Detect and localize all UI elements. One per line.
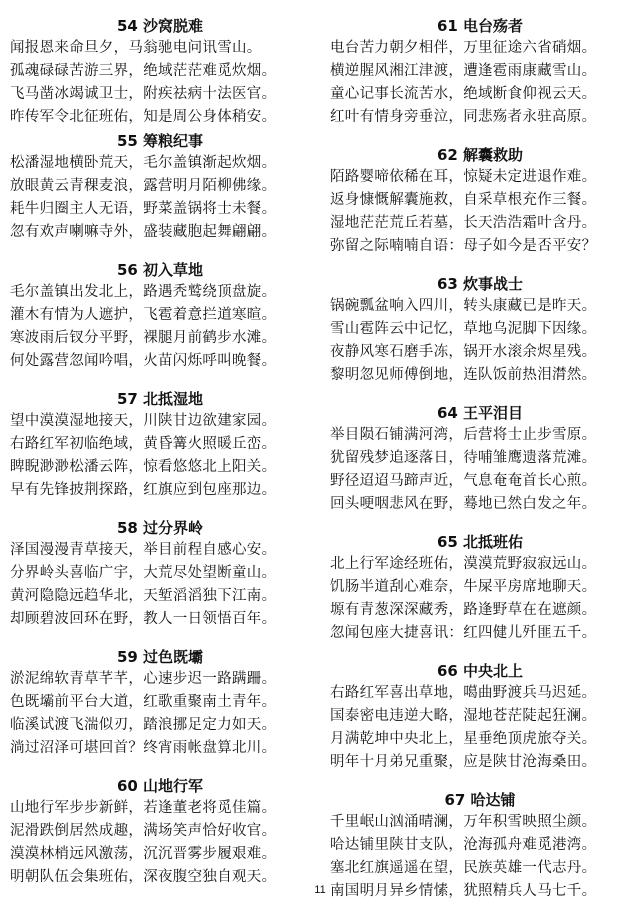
poem-line: 北上行军途经班佑，漠漠荒野寂寂远山。 xyxy=(330,556,597,572)
poem-57 xyxy=(10,389,310,502)
poem-line: 电台苦力朝夕相伴，万里征途六省硝烟。 xyxy=(330,40,597,56)
poem-line: 灌木有情为人遮护，飞雹着意拦道寒暄。 xyxy=(10,307,277,323)
poem-line: 耗牛归圈主人无语，野菜盖锅将士未餐。 xyxy=(10,201,277,217)
poem-line: 昨传军令北征班佑，知是周公身体稍安。 xyxy=(10,109,277,125)
poem-line: 分界岭头喜临广宇，大荒尽处望断童山。 xyxy=(10,565,277,581)
poem-line: 南国明月异乡情愫，犹照精兵人马七千。 xyxy=(330,883,597,899)
poem-line: 国泰密电违逆大略，湿地苍茫陡起狂澜。 xyxy=(330,708,597,724)
poem-line: 睥睨渺渺松潘云阵，惊看悠悠北上阳关。 xyxy=(10,459,277,475)
poem-58 xyxy=(10,518,310,631)
poem-line: 寒波雨后钗分平野，裸腿月前鹤步水滩。 xyxy=(10,330,277,346)
spacer xyxy=(10,760,310,774)
poem-line: 闻报恩来命旦夕，马翁驰电问讯雪山。 xyxy=(10,40,262,56)
poem-line: 忽有欢声喇嘛寺外，盛装藏胞起舞翩翩。 xyxy=(10,224,277,240)
spacer xyxy=(10,631,310,645)
poem-line: 右路红军初临绝域，黄昏篝火照暖丘峦。 xyxy=(10,436,277,452)
spacer xyxy=(330,129,630,143)
spacer xyxy=(10,373,310,387)
poem-line: 千里岷山汹涌晴澜，万年积雪映照尘颜。 xyxy=(330,814,597,830)
poem-60 xyxy=(10,776,310,889)
poem-line: 望中漠漠湿地接天，川陕甘边欲建家园。 xyxy=(10,413,277,429)
poem-line: 飞马凿冰竭诚卫士，附疾祛病十法医官。 xyxy=(10,86,277,102)
poem-line: 何处露营忽闻吟唱，火苗闪烁呼叫晚餐。 xyxy=(10,353,277,369)
poem-line: 却顾碧波回环在野，教人一日领悟百年。 xyxy=(10,611,277,627)
poem-line: 忽闻包座大捷喜讯：红四健儿歼匪五千。 xyxy=(330,625,597,641)
poem-line: 塬有青葱深深藏秀，路逢野草在在遮颜。 xyxy=(330,602,597,618)
poem-title: 57 北抵湿地 xyxy=(116,390,204,408)
poem-title: 67 哈达铺 xyxy=(444,791,516,809)
poem-66 xyxy=(330,661,630,774)
page-number: 11 xyxy=(314,884,326,896)
poem-line: 回头哽咽悲风在野，蓦地已然白发之年。 xyxy=(330,496,597,512)
poem-title: 55 筹粮纪事 xyxy=(116,132,204,150)
poem-title: 66 中央北上 xyxy=(436,662,524,680)
poem-59 xyxy=(10,647,310,760)
poem-line: 早有先锋披荆探路，红旗应到包座那边。 xyxy=(10,482,277,498)
poem-line: 举目陨石铺满河湾，后营将士止步雪原。 xyxy=(330,427,597,443)
poem-title: 61 电台殇者 xyxy=(436,17,524,35)
poem-63 xyxy=(330,274,630,387)
poem-54 xyxy=(10,16,310,129)
poem-62 xyxy=(330,145,630,258)
spacer xyxy=(330,516,630,530)
poem-line: 泥滑跌倒居然成趣，满场笑声恰好收官。 xyxy=(10,823,277,839)
poem-line: 野径迢迢马蹄声近，气息奄奄首长心煎。 xyxy=(330,473,597,489)
poem-line: 右路红军喜出草地，噶曲野渡兵马迟延。 xyxy=(330,685,597,701)
poem-title: 54 沙窝脱难 xyxy=(116,17,204,35)
poem-title: 64 王平泪目 xyxy=(436,404,524,422)
left-column xyxy=(10,14,310,889)
poem-line: 放眼黄云青稞麦浪，露营明月陌柳佛缘。 xyxy=(10,178,277,194)
poem-line: 淌过沼泽可堪回首？终宵雨帐盘算北川。 xyxy=(10,740,277,756)
poem-line: 松潘湿地横卧荒天，毛尔盖镇渐起炊烟。 xyxy=(10,155,277,171)
poem-line: 临溪试渡飞湍似刃，踏浪挪足定力如天。 xyxy=(10,717,277,733)
poem-56 xyxy=(10,260,310,373)
poem-line: 返身慷慨解囊施救，自采草根充作三餐。 xyxy=(330,192,597,208)
poem-line: 明朝队伍会集班佑，深夜腹空独自观天。 xyxy=(10,869,277,885)
spacer xyxy=(330,258,630,272)
poem-line: 塞北红旗遥遥在望，民族英雄一代志丹。 xyxy=(330,860,597,876)
poem-line: 毛尔盖镇出发北上，路遇秃鹫绕顶盘旋。 xyxy=(10,284,277,300)
poem-line: 饥肠半道刮心难奈，牛屎平房席地聊天。 xyxy=(330,579,597,595)
poem-title: 62 解囊救助 xyxy=(436,146,524,164)
poem-61 xyxy=(330,16,630,129)
poem-line: 童心记事长流苦水，绝域断食仰视云天。 xyxy=(330,86,597,102)
poem-title: 65 北抵班佑 xyxy=(436,533,524,551)
poem-line: 漠漠林梢远风激荡，沉沉晋雾步履艰难。 xyxy=(10,846,277,862)
spacer xyxy=(330,645,630,659)
poem-line: 淤泥绵软青草芊芊，心速步迟一路蹒跚。 xyxy=(10,671,277,687)
poem-64 xyxy=(330,403,630,516)
poem-line: 弥留之际喃喃自语：母子如今是否平安？ xyxy=(330,238,597,254)
poem-line: 红叶有情身旁垂泣，同悲殇者永驻高原。 xyxy=(330,109,597,125)
poem-line: 雪山雹阵云中记忆，草地乌泥脚下因缘。 xyxy=(330,321,597,337)
poem-title: 56 初入草地 xyxy=(116,261,204,279)
poem-line: 山地行军步步新鲜，若逢董老将觅佳篇。 xyxy=(10,800,277,816)
poem-line: 色既壩前平台大道，红歌重聚南土青年。 xyxy=(10,694,277,710)
poem-title: 58 过分界岭 xyxy=(116,519,204,537)
poem-title: 63 炊事战士 xyxy=(436,275,524,293)
spacer xyxy=(330,387,630,401)
poem-line: 夜静风寒石磨手冻，锅开水滚余烬星残。 xyxy=(330,344,597,360)
poem-line: 陌路婴啼依稀在耳，惊疑未定进退作难。 xyxy=(330,169,597,185)
spacer xyxy=(10,502,310,516)
poem-55 xyxy=(10,131,310,244)
poem-line: 锅碗瓢盆响入四川，转头康藏已是昨天。 xyxy=(330,298,597,314)
poem-title: 59 过色既壩 xyxy=(116,648,204,666)
spacer xyxy=(330,774,630,788)
poem-line: 月满乾坤中央北上，星垂绝顶虎旅夺关。 xyxy=(330,731,597,747)
poem-line: 横逆腥风湘江津渡，遭逢雹雨康藏雪山。 xyxy=(330,63,597,79)
poem-line: 哈达铺里陕甘支队，沧海孤舟难觅港湾。 xyxy=(330,837,597,853)
poem-line: 孤魂碌碌苦游三界，绝域茫茫难觅炊烟。 xyxy=(10,63,277,79)
spacer xyxy=(10,244,310,258)
poem-line: 明年十月弟兄重聚，应是陕甘沧海桑田。 xyxy=(330,754,597,770)
poem-line: 湿地茫茫荒丘若墓，长天浩浩霜叶含丹。 xyxy=(330,215,597,231)
poem-line: 黄河隐隐远趋华北，天堑滔滔独下江南。 xyxy=(10,588,277,604)
poem-line: 黎明忽见师傅倒地，连队饭前热泪潸然。 xyxy=(330,367,597,383)
poem-line: 泽国漫漫青草接天，举目前程自感心安。 xyxy=(10,542,277,558)
poem-65 xyxy=(330,532,630,645)
poem-line: 犹留残梦追逐落日，待哺雏鹰遗落荒滩。 xyxy=(330,450,597,466)
right-column xyxy=(330,14,630,903)
poem-title: 60 山地行军 xyxy=(116,777,204,795)
